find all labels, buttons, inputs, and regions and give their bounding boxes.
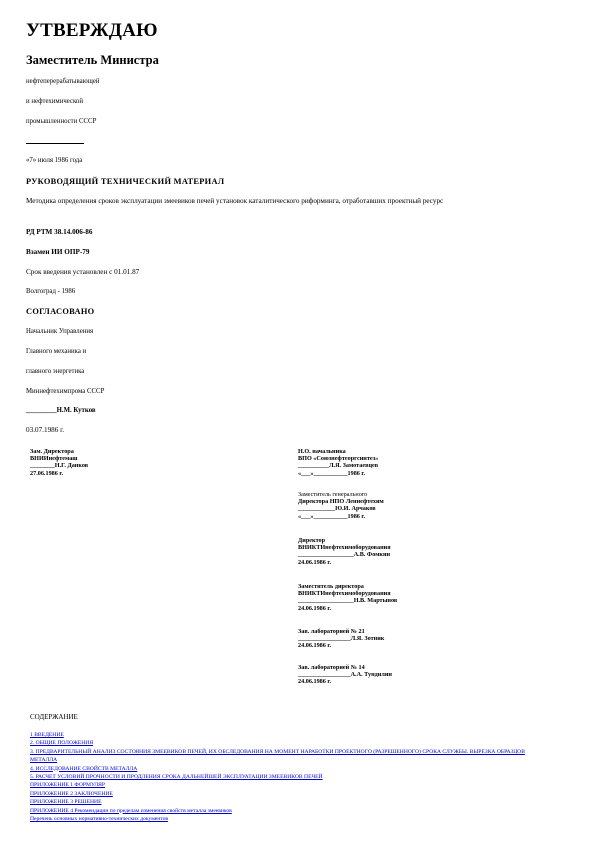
approve-heading: УТВЕРЖДАЮ xyxy=(26,20,158,41)
introduction-date: Срок введения установлен с 01.01.87 xyxy=(26,268,140,276)
toc-link-preliminary-analysis[interactable]: 3. ПРЕДВАРИТЕЛЬНЫЙ АНАЛИЗ СОСТОЯНИЯ ЗМЕЕВИКОВ ПЕЧЕЙ, ИХ ОБСЛЕДОВАНИЯ НА МОМЕНТ НАРАБОТКИ ПРОЕКТНОГО (РАЗРЕШЕННОГО) СРОКА СЛУЖБЫ. ВЫРЕЗКА ОБРАЗЦОВ МЕТАЛЛА xyxy=(30,748,525,764)
agreed-line-2: Главного механика и xyxy=(26,348,87,355)
toc-link-metal-properties[interactable]: 4. ИССЛЕДОВАНИЕ СВОЙСТВ МЕТАЛЛА xyxy=(30,765,138,772)
city-year: Волгоград - 1986 xyxy=(26,288,76,295)
signatory-date: 24.06.1986 г. xyxy=(298,642,332,650)
signatory-org: ВПО «Союзнефтеоргсинтез» xyxy=(298,455,379,463)
agreed-line-4: Миннефтехимпрома СССР xyxy=(26,388,105,395)
signatory-date: 24.06.1986 г. xyxy=(298,558,332,566)
approval-date: «7» июля 1986 года xyxy=(26,157,83,164)
signatory-org: Директора НПО Леннефтехим xyxy=(298,498,384,506)
agreed-line-1: Начальник Управления xyxy=(26,328,94,335)
toc-link-normative-docs[interactable]: Перечень основных нормативно-технических документов xyxy=(30,816,169,823)
signatory-role-1: Н.О. начальника xyxy=(298,448,346,455)
signatory-date: 24.06.1986 г. xyxy=(298,604,332,612)
signature-line xyxy=(26,143,84,144)
signatory-signature: ____________Ю.И. Арчаков xyxy=(298,505,376,513)
signatory-role-1: Зав. лабораторией № 21 xyxy=(298,628,365,635)
right-signature-block-2 xyxy=(298,491,384,520)
signatory-signature: _________________Л.Я. Зотник xyxy=(298,635,385,643)
signatory-signature: _________________А.А. Тундилин xyxy=(298,671,392,679)
left-role-1: Зам. Директора xyxy=(30,448,74,455)
document-code: РД РТМ 38.14.006-86 xyxy=(26,228,93,236)
ministry-line-2: и нефтехимической xyxy=(26,98,83,105)
table-of-contents xyxy=(30,731,550,823)
agreed-heading: СОГЛАСОВАНО xyxy=(26,307,95,316)
agreed-line-3: главного энергетика xyxy=(26,368,85,375)
replaces-note: Взамен ИИ ОПР-79 xyxy=(26,248,90,256)
toc-link-appendix-2[interactable]: ПРИЛОЖЕНИЕ 2 ЗАКЛЮЧЕНИЕ xyxy=(30,790,113,797)
ministry-line-3: промышленности СССР xyxy=(26,118,97,125)
signatory-role-1: Зав. лабораторией № 14 xyxy=(298,664,365,671)
document-subject: Методика определения сроков эксплуатации змеевиков печей установок каталитического риформинга, отработавших проектный ресурс xyxy=(26,197,444,205)
signatory-role-1: Заместитель генерального xyxy=(298,491,368,498)
toc-link-general[interactable]: 2. ОБЩИЕ ПОЛОЖЕНИЯ xyxy=(30,740,94,747)
right-signature-block-6 xyxy=(298,664,392,686)
deputy-minister-title: Заместитель Министра xyxy=(26,53,159,67)
left-role-2: ВНИИнефтемаш xyxy=(30,455,78,463)
signatory-org: ВНИКТИнефтехимоборудования xyxy=(298,590,391,598)
toc-link-introduction[interactable]: 1 ВВЕДЕНИЕ xyxy=(30,732,64,738)
toc-link-appendix-4[interactable]: ПРИЛОЖЕНИЕ 4 Рекомендации по пределам изменения свойств металла змеевиков xyxy=(30,807,232,814)
right-signature-block-4 xyxy=(298,583,397,612)
toc-link-strength-calculation[interactable]: 5. РАСЧЕТ УСЛОВИЙ ПРОЧНОСТИ И ПРОДЛЕНИЯ СРОКА ДАЛЬНЕЙШЕЙ ЭКСПЛУАТАЦИИ ЗМЕЕВИКОВ ПЕЧЕЙ xyxy=(30,774,323,781)
toc-title: СОДЕРЖАНИЕ xyxy=(30,713,78,721)
signatory-org: ВНИКТИнефтехимоборудования xyxy=(298,544,391,552)
toc-link-appendix-3[interactable]: ПРИЛОЖЕНИЕ 3 РЕШЕНИЕ xyxy=(30,799,102,806)
right-signature-block-3 xyxy=(298,537,391,566)
left-date: 27.06.1986 г. xyxy=(30,469,64,477)
signatory-signature: __________Л.Я. Замотаевцев xyxy=(298,462,379,470)
signatory-role-1: Директор xyxy=(298,537,326,544)
right-signature-block-5 xyxy=(298,628,384,650)
signatory-date: «___»___________1986 г. xyxy=(298,469,366,477)
document-type-title: РУКОВОДЯЩИЙ ТЕХНИЧЕСКИЙ МАТЕРИАЛ xyxy=(26,177,225,186)
signatory-date: «___»___________1986 г. xyxy=(298,512,366,520)
left-signature: ________Н.Г. Данков xyxy=(30,462,89,470)
signatory-date: 24.06.1986 г. xyxy=(298,678,332,686)
agreed-signature: _________Н.М. Кутков xyxy=(26,407,96,414)
signatory-signature: __________________Н.В. Мартынов xyxy=(298,597,398,605)
right-signature-block-1 xyxy=(298,448,378,477)
left-signature-block xyxy=(30,448,88,477)
signatory-role-1: Заместитель директора xyxy=(298,583,364,590)
toc-link-appendix-1[interactable]: ПРИЛОЖЕНИЕ 1 ФОРМУЛЯР xyxy=(30,782,105,789)
agreed-date: 03.07.1986 г. xyxy=(26,426,65,434)
ministry-line-1: нефтеперерабатывающей xyxy=(26,78,100,85)
signatory-signature: __________________А.В. Фомкин xyxy=(298,551,391,559)
